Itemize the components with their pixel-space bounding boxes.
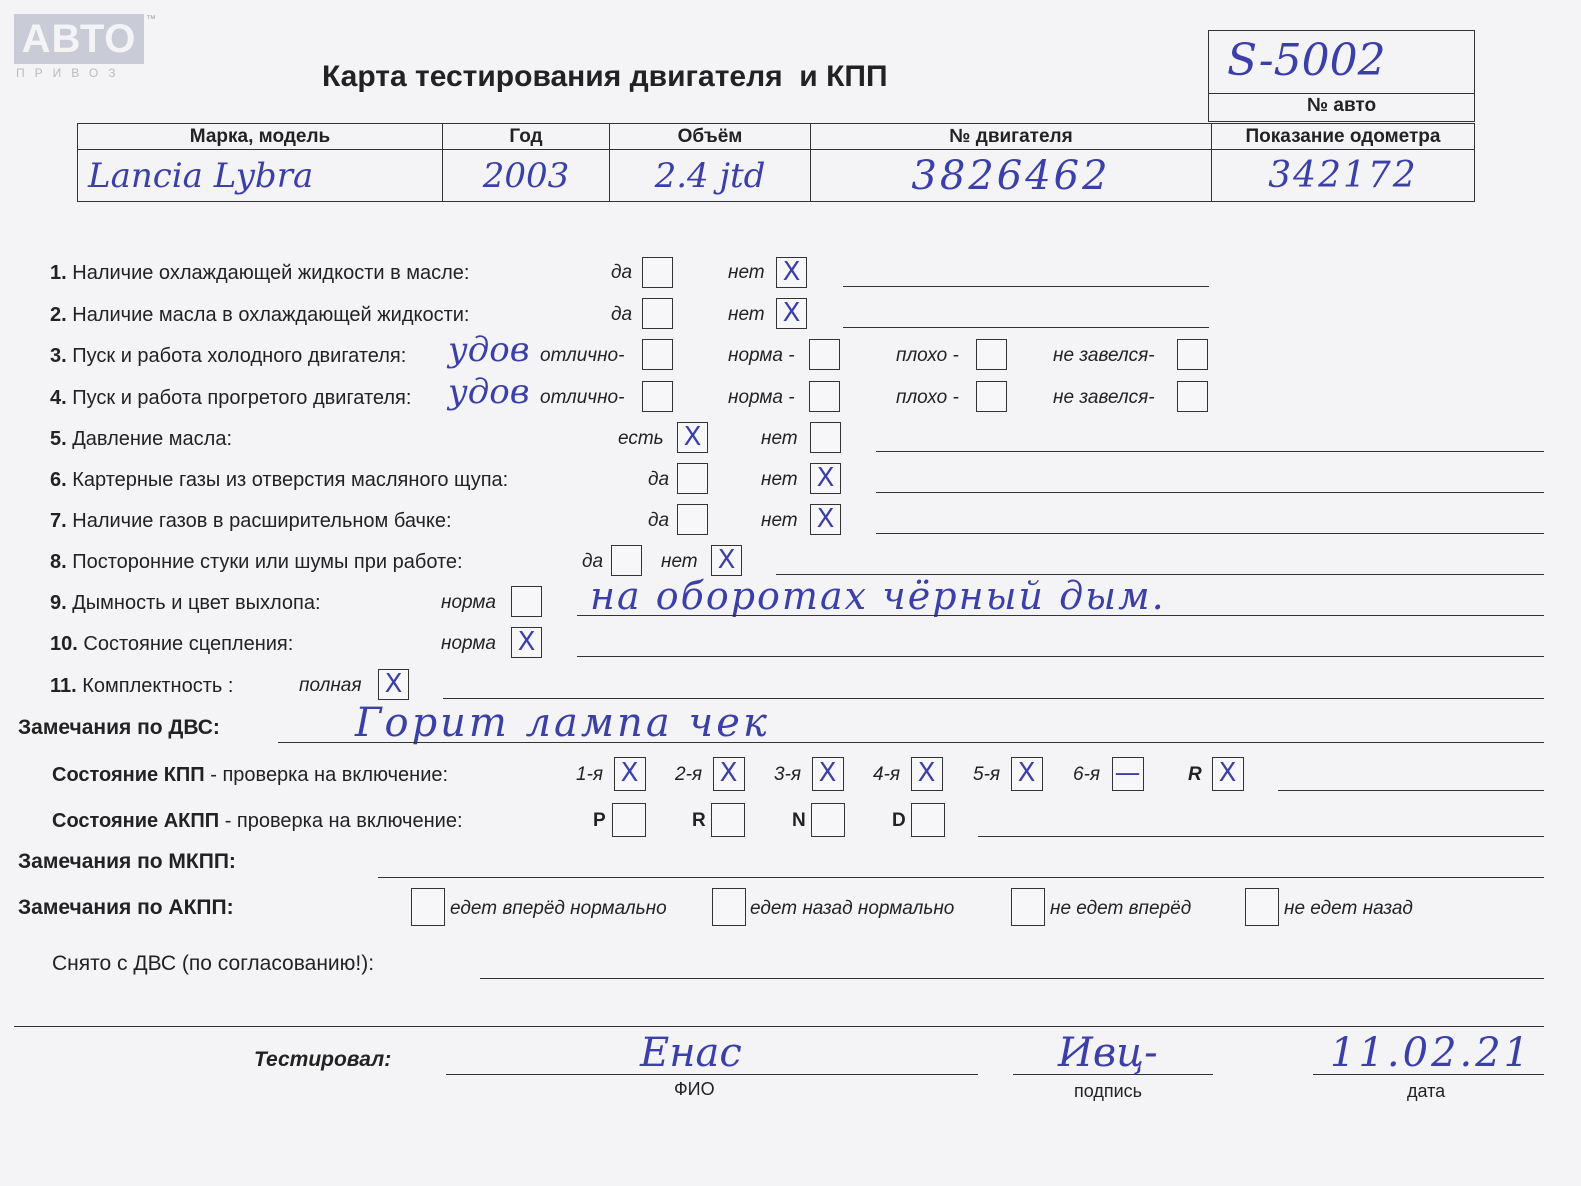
separator-line — [14, 1026, 1544, 1027]
answer-line[interactable] — [876, 451, 1544, 452]
q-text: Наличие газов в расширительном бачке: — [72, 510, 452, 532]
q-number: 5. — [50, 428, 67, 450]
q-number: 10. — [50, 633, 78, 655]
akpp-no-forward-label: не едет вперёд — [1050, 898, 1192, 919]
gear-2-mark: X — [719, 758, 738, 788]
akpp-d-checkbox[interactable] — [911, 803, 945, 837]
gear-2-label: 2-я — [675, 764, 703, 785]
mkpp-remarks-label: Замечания по МКПП: — [18, 850, 236, 873]
col-volume: Объём — [610, 124, 811, 150]
opt-bad-label: плохо - — [896, 345, 959, 366]
page-title: Карта тестирования двигателя и КПП — [322, 60, 888, 93]
checkbox-bad[interactable] — [976, 339, 1007, 370]
auto-number-box — [1208, 30, 1475, 122]
opt-no-label: нет — [728, 304, 765, 325]
gear-5-mark: X — [1017, 758, 1036, 788]
answer-line[interactable] — [843, 327, 1209, 328]
q-text: Дымность и цвет выхлопа: — [72, 592, 321, 614]
akpp-backward-ok-label: едет назад нормально — [750, 898, 955, 919]
checkbox-normal[interactable] — [809, 339, 840, 370]
logo — [14, 14, 156, 84]
tested-name-line[interactable] — [446, 1074, 978, 1075]
auto-number-divider — [1209, 93, 1474, 94]
col-engine-no: № двигателя — [811, 124, 1212, 150]
q-number: 2. — [50, 304, 67, 326]
check-mark: X — [782, 257, 801, 287]
handwritten-note: удов — [448, 330, 530, 370]
checkbox-yes[interactable] — [642, 257, 673, 288]
akpp-forward-ok-checkbox[interactable] — [411, 888, 445, 926]
q-text: Давление масла: — [72, 428, 232, 450]
opt-no-label: нет — [761, 469, 798, 490]
checkbox-not-started[interactable] — [1177, 381, 1208, 412]
akpp-n-checkbox[interactable] — [811, 803, 845, 837]
tested-date-line[interactable] — [1313, 1074, 1544, 1075]
logo-subtext: ПРИВОЗ — [16, 66, 126, 80]
checkbox-normal[interactable] — [809, 381, 840, 412]
akpp-no-forward-checkbox[interactable] — [1011, 888, 1045, 926]
opt-yes-label: да — [611, 262, 633, 283]
checkbox-not-started[interactable] — [1177, 339, 1208, 370]
val-engine-no: 3826462 — [811, 150, 1212, 202]
answer-line[interactable] — [876, 492, 1544, 493]
q-text: Пуск и работа холодного двигателя: — [72, 345, 407, 367]
handwritten-note: на оборотах чёрный дым. — [590, 574, 1166, 618]
tested-date-value: 11.02.21 — [1330, 1030, 1533, 1076]
gear-1-mark: X — [620, 758, 639, 788]
val-odometer: 342172 — [1212, 150, 1475, 202]
gear-3-mark: X — [818, 758, 837, 788]
checkbox-yes[interactable] — [677, 463, 708, 494]
answer-line[interactable] — [876, 533, 1544, 534]
opt-yes-label: да — [582, 551, 604, 572]
checkbox-normal[interactable] — [511, 586, 542, 617]
q-number: 9. — [50, 592, 67, 614]
answer-line[interactable] — [577, 656, 1544, 657]
gear-4-mark: X — [917, 758, 936, 788]
val-volume: 2.4 jtd — [610, 150, 811, 202]
akpp-no-backward-label: не едет назад — [1284, 898, 1413, 919]
opt-yes-label: да — [611, 304, 633, 325]
check-mark: X — [384, 669, 403, 699]
dvs-remarks-label: Замечания по ДВС: — [18, 716, 220, 739]
tested-label: Тестировал: — [254, 1048, 392, 1071]
akpp-d-label: D — [892, 810, 906, 831]
dvs-remarks-value: Горит лампа чек — [355, 700, 770, 746]
kpp-line[interactable] — [1278, 790, 1544, 791]
q-text: Комплектность : — [82, 675, 234, 697]
q-text: Наличие масла в охлаждающей жидкости: — [72, 304, 470, 326]
akpp-label-rest: - проверка на включение: — [219, 810, 463, 832]
checkbox-excellent[interactable] — [642, 339, 673, 370]
opt-not-started-label: не завелся- — [1053, 345, 1155, 366]
logo-text: АВТО — [14, 14, 144, 64]
tested-date-caption: дата — [1407, 1081, 1446, 1101]
q-text: Картерные газы из отверстия масляного щупа: — [72, 469, 509, 491]
gear-r-label: R — [1188, 764, 1202, 785]
removed-label: Снято с ДВС (по согласованию!): — [52, 952, 375, 975]
opt-excellent-label: отлично- — [540, 345, 625, 366]
akpp-forward-ok-label: едет вперёд нормально — [450, 898, 667, 919]
auto-number-label: № авто — [1306, 95, 1377, 116]
tested-name-value: Енас — [640, 1030, 742, 1076]
check-mark: X — [782, 298, 801, 328]
q-text: Состояние сцепления: — [83, 633, 294, 655]
dvs-remarks-line[interactable] — [278, 742, 1544, 743]
opt-normal-label: норма - — [728, 345, 795, 366]
check-mark: X — [517, 627, 536, 657]
checkbox-excellent[interactable] — [642, 381, 673, 412]
opt-yes-label: есть — [618, 428, 664, 449]
kpp-label: Состояние КПП — [52, 764, 205, 786]
check-mark: X — [816, 463, 835, 493]
akpp-p-checkbox[interactable] — [612, 803, 646, 837]
opt-no-label: нет — [728, 262, 765, 283]
opt-yes-label: да — [648, 469, 670, 490]
val-model: Lancia Lybra — [78, 150, 443, 202]
opt-no-label: нет — [761, 428, 798, 449]
tested-name-caption: ФИО — [674, 1079, 715, 1099]
opt-full-label: полная — [299, 675, 362, 696]
opt-normal-label: норма — [441, 633, 496, 654]
q-text: Посторонние стуки или шумы при работе: — [72, 551, 463, 573]
checkbox-no[interactable] — [810, 422, 841, 453]
val-year: 2003 — [443, 150, 610, 202]
opt-not-started-label: не завелся- — [1053, 387, 1155, 408]
tested-signature-line[interactable] — [1013, 1074, 1213, 1075]
auto-number-value: S-5002 — [1227, 35, 1386, 86]
answer-line[interactable] — [843, 286, 1209, 287]
tested-signature-value: Ивц- — [1058, 1030, 1158, 1076]
answer-line[interactable] — [443, 698, 1544, 699]
check-mark: X — [717, 545, 736, 575]
removed-line[interactable] — [480, 978, 1544, 979]
q-number: 4. — [50, 387, 67, 409]
col-model: Марка, модель — [78, 124, 443, 150]
akpp-label: Состояние АКПП — [52, 810, 220, 832]
opt-no-label: нет — [761, 510, 798, 531]
opt-excellent-label: отлично- — [540, 387, 625, 408]
gear-6-mark: — — [1114, 758, 1141, 788]
opt-bad-label: плохо - — [896, 387, 959, 408]
checkbox-yes[interactable] — [642, 298, 673, 329]
gear-6-label: 6-я — [1073, 764, 1101, 785]
gear-4-label: 4-я — [873, 764, 901, 785]
kpp-label-rest: - проверка на включение: — [204, 764, 449, 786]
akpp-line[interactable] — [978, 836, 1544, 837]
akpp-r-checkbox[interactable] — [711, 803, 745, 837]
gear-3-label: 3-я — [774, 764, 802, 785]
gear-1-label: 1-я — [576, 764, 604, 785]
gear-5-label: 5-я — [973, 764, 1001, 785]
q-number: 7. — [50, 510, 67, 532]
akpp-r-label: R — [692, 810, 706, 831]
q-number: 1. — [50, 262, 67, 284]
gear-r-mark: X — [1218, 758, 1237, 788]
opt-no-label: нет — [661, 551, 698, 572]
header-table — [77, 123, 1475, 202]
q-number: 6. — [50, 469, 67, 491]
opt-normal-label: норма — [441, 592, 496, 613]
q-text: Наличие охлаждающей жидкости в масле: — [72, 262, 470, 284]
q-number: 3. — [50, 345, 67, 367]
check-mark: X — [683, 422, 702, 452]
opt-yes-label: да — [648, 510, 670, 531]
opt-normal-label: норма - — [728, 387, 795, 408]
mkpp-remarks-line[interactable] — [378, 877, 1544, 878]
checkbox-yes[interactable] — [611, 545, 642, 576]
checkbox-yes[interactable] — [677, 504, 708, 535]
handwritten-note: удов — [448, 372, 530, 412]
answer-line[interactable] — [577, 615, 1544, 616]
akpp-no-backward-checkbox[interactable] — [1245, 888, 1279, 926]
tested-signature-caption: подпись — [1074, 1081, 1143, 1101]
check-mark: X — [816, 504, 835, 534]
akpp-p-label: P — [593, 810, 606, 831]
akpp-n-label: N — [792, 810, 806, 831]
checkbox-bad[interactable] — [976, 381, 1007, 412]
col-odometer: Показание одометра — [1212, 124, 1475, 150]
col-year: Год — [443, 124, 610, 150]
logo-tm: ™ — [146, 14, 156, 25]
akpp-backward-ok-checkbox[interactable] — [712, 888, 746, 926]
akpp-remarks-label: Замечания по АКПП: — [18, 896, 234, 919]
q-number: 8. — [50, 551, 67, 573]
q-text: Пуск и работа прогретого двигателя: — [72, 387, 412, 409]
q-number: 11. — [50, 675, 77, 697]
